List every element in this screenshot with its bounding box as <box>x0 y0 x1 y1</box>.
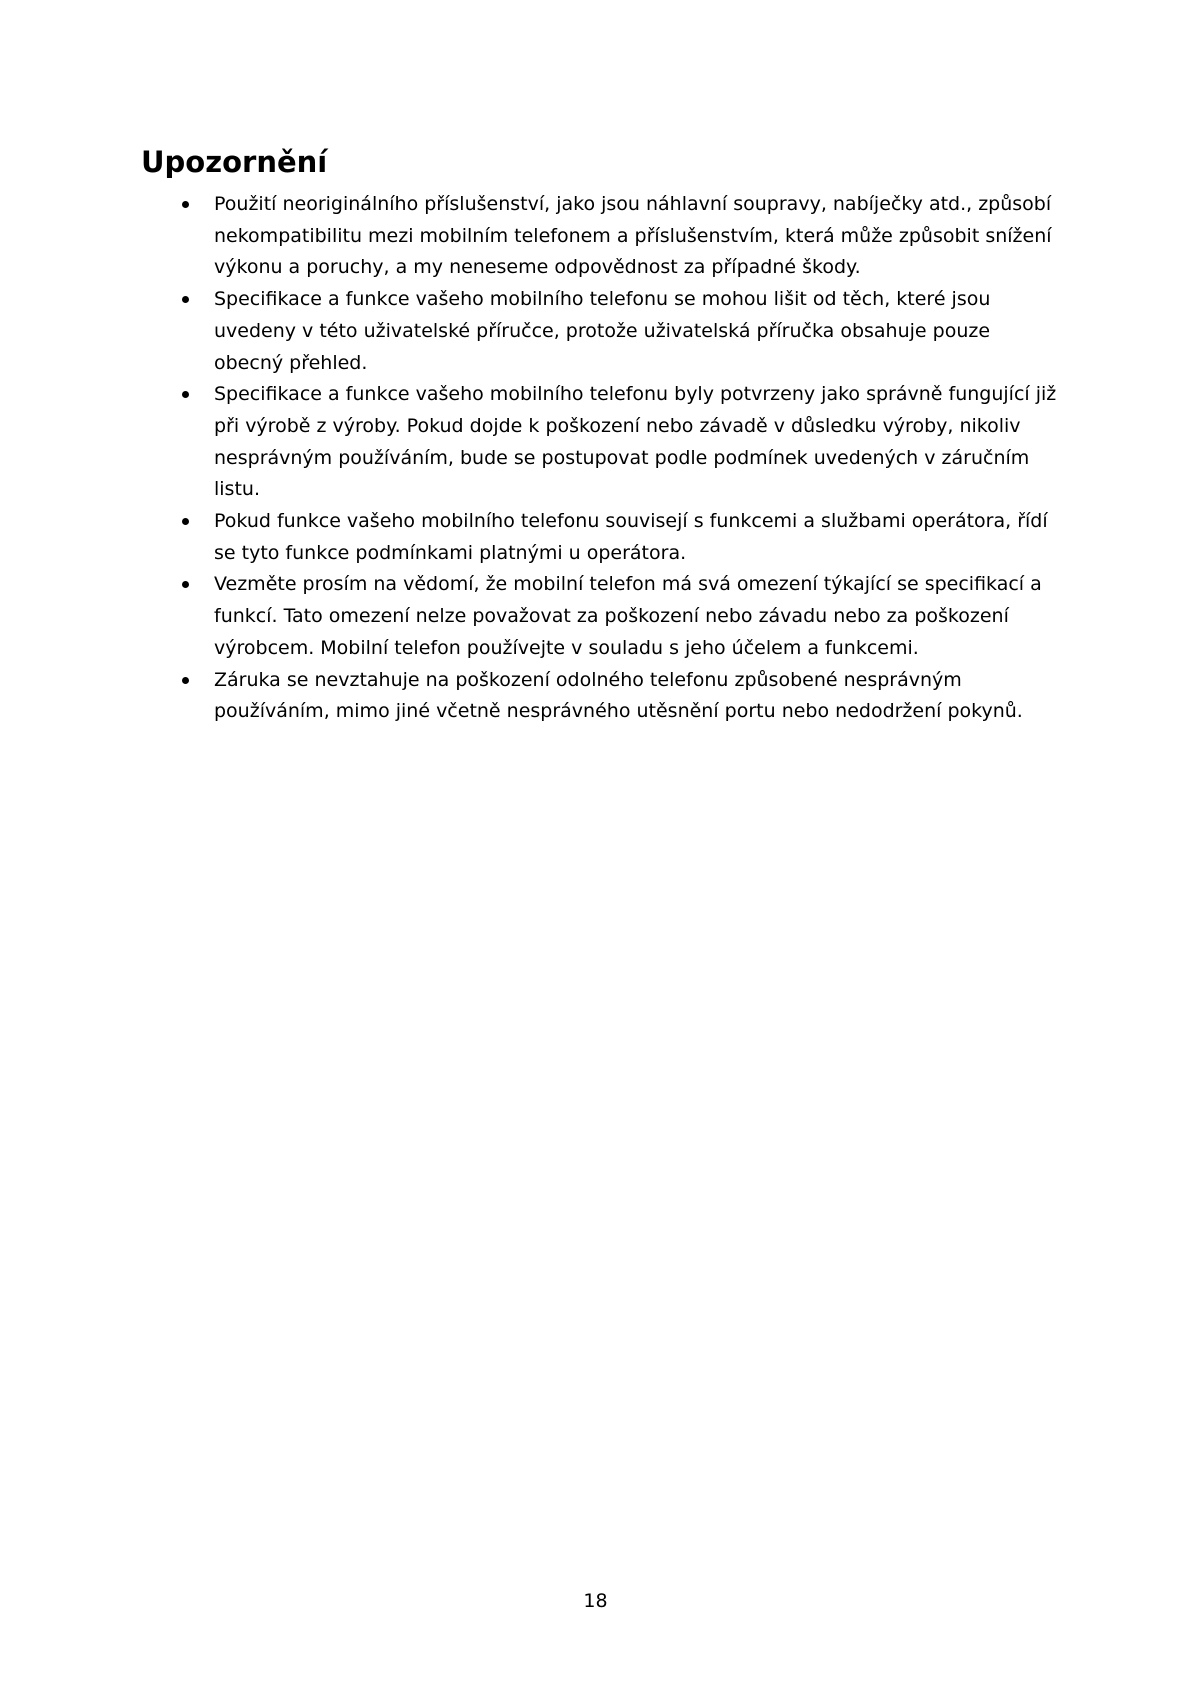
bullet-icon <box>182 581 189 588</box>
list-item <box>182 284 1062 379</box>
list-item-text: Záruka se nevztahuje na poškození odolného telefonu způsobené nesprávným používáním, mimo jiné včetně nesprávného utěsnění portu nebo nedodržení pokynů. <box>214 668 1023 723</box>
bullet-icon <box>182 296 189 303</box>
list-item <box>182 569 1062 664</box>
list-item <box>182 506 1062 569</box>
bullet-icon <box>182 677 189 684</box>
list-item <box>182 379 1062 506</box>
list-item-text: Specifikace a funkce vašeho mobilního telefonu byly potvrzeny jako správně fungující již při výrobě z výroby. Pokud dojde k poškození nebo závadě v důsledku výroby, nikoliv nesprávným používáním, bude se postupovat podle podmínek uvedených v záručním listu. <box>214 383 1057 501</box>
bullet-icon <box>182 201 189 208</box>
bullet-list <box>182 189 1062 728</box>
list-item-text: Pokud funkce vašeho mobilního telefonu souvisejí s funkcemi a službami operátora, řídí se tyto funkce podmínkami platnými u operátora. <box>214 510 1048 564</box>
list-item-text: Vezměte prosím na vědomí, že mobilní telefon má svá omezení týkající se specifikací a funkcí. Tato omezení nelze považovat za poškození nebo závadu nebo za poškození výrobcem. Mobilní telefon používejte v souladu s jeho účelem a funkcemi. <box>214 573 1042 659</box>
list-item <box>182 665 1062 728</box>
list-item-text: Specifikace a funkce vašeho mobilního telefonu se mohou lišit od těch, které jsou uvedeny v této uživatelské příručce, protože uživatelská příručka obsahuje pouze obecný přehled. <box>214 288 991 374</box>
page-number: 18 <box>583 1590 608 1612</box>
list-item-text: Použití neoriginálního příslušenství, jako jsou náhlavní soupravy, nabíječky atd., způsobí nekompatibilitu mezi mobilním telefonem a příslušenstvím, která může způsobit snížení výkonu a poruchy, a my neneseme odpovědnost za případné škody. <box>214 193 1052 279</box>
bullet-icon <box>182 518 189 525</box>
page-title: Upozornění <box>141 145 328 179</box>
list-item <box>182 189 1062 284</box>
bullet-icon <box>182 391 189 398</box>
